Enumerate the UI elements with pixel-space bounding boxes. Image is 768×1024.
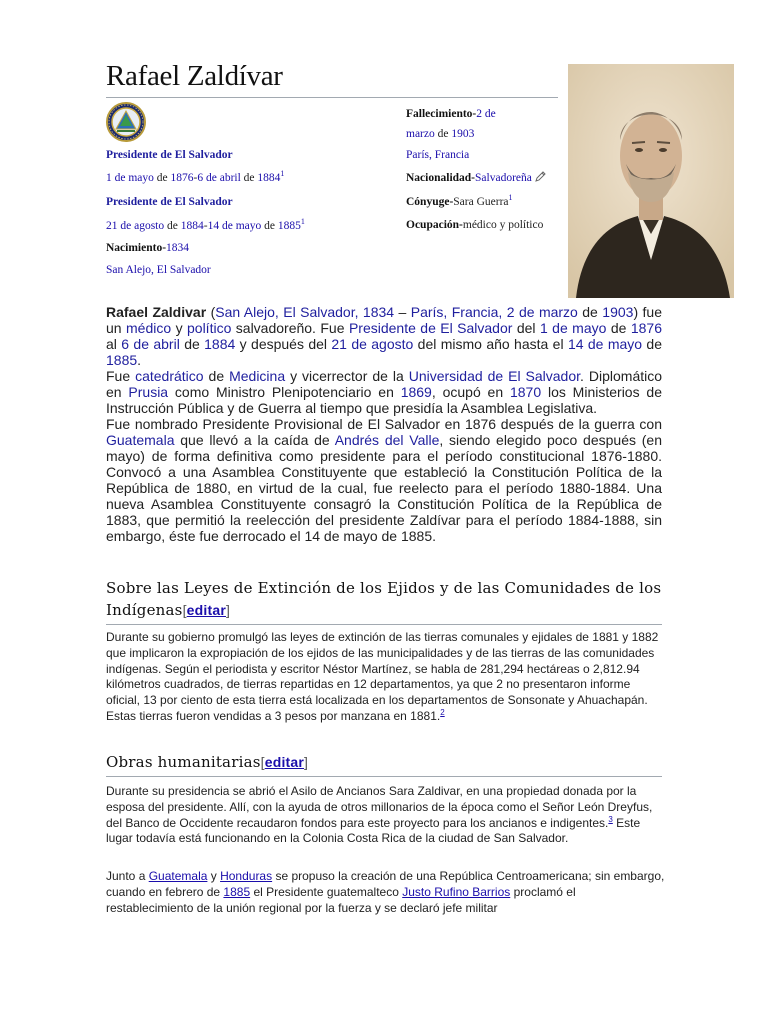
- office1-start-day[interactable]: 1 de mayo: [106, 172, 154, 184]
- office2-start-year[interactable]: 1884: [180, 220, 204, 232]
- link-1876[interactable]: 1876: [630, 320, 663, 336]
- pencil-icon[interactable]: [535, 171, 546, 182]
- office2-de1: de: [167, 220, 178, 232]
- link-universidad[interactable]: Universidad de El Salvador: [408, 368, 581, 384]
- link-medicina[interactable]: Medicina: [229, 368, 286, 384]
- link-1-mayo[interactable]: 1 de mayo: [539, 320, 607, 336]
- spouse-label: Cónyuge-: [406, 196, 454, 208]
- death-de: de: [437, 128, 449, 140]
- link-politico[interactable]: político: [187, 320, 232, 336]
- link-birthplace[interactable]: San Alejo, El Salvador, 1834: [215, 304, 395, 320]
- section2-ref[interactable]: 3: [608, 814, 613, 824]
- title-divider: [106, 97, 558, 98]
- intro-paragraph-1: Rafael Zaldivar (San Alejo, El Salvador, 1834 – París, Francia, 2 de marzo de 1903) fue un médico y político salvadoreño. Fue Presidente de El Salvador del 1 de mayo de 1876 al 6 de abril de 1884 y después del 21 de agosto del mismo año hasta el 14 de mayo de 1885.: [106, 304, 663, 368]
- death-year[interactable]: 1903: [451, 128, 475, 140]
- occupation-row: [406, 218, 543, 232]
- link-1885-b[interactable]: 1885: [223, 884, 251, 899]
- edit-link-section1[interactable]: editar: [186, 602, 226, 618]
- birth-year[interactable]: 1834: [166, 242, 190, 254]
- office2-end-day[interactable]: 14 de mayo: [207, 220, 262, 232]
- intro-text: [106, 304, 662, 544]
- section2-paragraph-1: Durante su presidencia se abrió el Asilo de Ancianos Sara Zaldivar, en una propiedad donada por la esposa del presidente. Allí, con la ayuda de otros millonarios de la época como el Señor León Dreyfus, del Banco de Occidente recaudaron fondos para este proyecto para los ancianos e indigentes.$^3$ Este lugar todavía está funcionando en la Colonia Costa Rica de la ciudad de San Salvador.: [106, 784, 653, 846]
- link-6-abril[interactable]: 6 de abril: [121, 336, 180, 352]
- death-date-part2[interactable]: marzo: [406, 128, 435, 140]
- link-medico[interactable]: médico: [126, 320, 172, 336]
- office1-sep: -: [193, 172, 198, 184]
- link-1885[interactable]: 1885: [106, 352, 138, 368]
- office1-end-year[interactable]: 1884: [257, 172, 281, 184]
- office2-ref[interactable]: 1: [300, 217, 305, 227]
- office1-end-day[interactable]: 6 de abril: [197, 172, 241, 184]
- office2-title[interactable]: Presidente de El Salvador: [106, 196, 233, 208]
- edit-link-section2[interactable]: editar: [264, 754, 305, 770]
- office2-sep: -: [203, 220, 208, 232]
- section2-divider: [106, 776, 662, 777]
- link-catedratico[interactable]: catedrático: [135, 368, 204, 384]
- link-presidente[interactable]: Presidente de El Salvador: [348, 320, 513, 336]
- link-guatemala[interactable]: Guatemala: [106, 432, 175, 448]
- article-subject-name: Rafael Zaldivar: [106, 304, 207, 320]
- intro-paragraph-2: Fue catedrático de Medicina y vicerrector de la Universidad de El Salvador. Diplomático en Prusia como Ministro Plenipotenciario en 1869, ocupó en 1870 los Ministerios de Instrucción Pública y de Guerra al tiempo que presidía la Asamblea Legislativa.: [106, 368, 663, 416]
- office2-de2: de: [264, 220, 275, 232]
- link-justo-rufino-barrios[interactable]: Justo Rufino Barrios: [402, 884, 511, 899]
- section-heading-ejidos: Sobre las Leyes de Extinción de los Ejidos y de las Comunidades de los Indígenas[editar]: [106, 579, 662, 619]
- link-1870[interactable]: 1870: [509, 384, 542, 400]
- section1-divider: [106, 624, 662, 625]
- section1-ref[interactable]: 2: [440, 707, 445, 717]
- office2-dates: [106, 219, 305, 233]
- section-heading-obras: Obras humanitarias[editar]: [106, 753, 309, 771]
- death-label: Fallecimiento-: [406, 108, 477, 120]
- office2-end-year[interactable]: 1885: [277, 220, 301, 232]
- link-1869[interactable]: 1869: [400, 384, 432, 400]
- death-place[interactable]: París, Francia: [406, 149, 470, 161]
- section1-heading-text: Sobre las Leyes de Extinción de los Ejidos y de las Comunidades de los Indígenas: [106, 579, 662, 619]
- nationality-row: [406, 171, 546, 185]
- nationality-label: Nacionalidad-: [406, 172, 476, 184]
- link-deathplace[interactable]: París, Francia, 2 de marzo: [410, 304, 578, 320]
- office1-ref[interactable]: 1: [280, 169, 285, 179]
- section2-heading-text: Obras humanitarias: [106, 753, 261, 771]
- link-prusia[interactable]: Prusia: [128, 384, 169, 400]
- office1-start-year[interactable]: 1876: [170, 172, 194, 184]
- page-title: Rafael Zaldívar: [106, 60, 283, 92]
- link-14-mayo[interactable]: 14 de mayo: [567, 336, 643, 352]
- portrait-photo: [568, 64, 734, 298]
- death-row2: [406, 127, 474, 141]
- office1-title[interactable]: Presidente de El Salvador: [106, 149, 233, 161]
- link-guatemala-2[interactable]: Guatemala: [148, 869, 208, 883]
- intro-paragraph-3: Fue nombrado Presidente Provisional de El Salvador en 1876 después de la guerra con Guatemala que llevó a la caída de Andrés del Valle, siendo elegido poco después (en mayo) de forma definitiva como presidente para el período constitucional 1876-1880. Convocó a una Asamblea Constituyente que estableció la Constitución Política de la República de 1880, en virtud de la cual, fue reelecto para el período 1880-1884. Una nueva Asamblea Constituyente consagró la Constitución Política de la República de 1883, que permitió la reelección del presidente Zaldívar para el período 1884-1888, sin embargo, éste fue derrocado el 14 de mayo de 1885.: [106, 416, 662, 544]
- office2-start-day[interactable]: 21 de agosto: [106, 220, 165, 232]
- nationality-value[interactable]: Salvadoreña: [475, 172, 532, 184]
- link-1903[interactable]: 1903: [602, 304, 634, 320]
- birth-row: [106, 241, 189, 255]
- link-21-agosto[interactable]: 21 de agosto: [331, 336, 414, 352]
- death-date-part1[interactable]: 2 de: [476, 108, 496, 120]
- coat-of-arms-seal: [106, 102, 146, 142]
- section2-paragraph-2: Junto a Guatemala y Honduras se propuso la creación de una República Centroamericana; sin embargo, cuando en febrero de 1885 el Presidente guatemalteco Justo Rufino Barrios proclamó el restablecimiento de la unión regional por la fuerza y se declaró jefe militar: [106, 869, 665, 915]
- section1-paragraph: Durante su gobierno promulgó las leyes de extinción de las tierras comunales y ejidales de 1881 y 1882 que implicaron la expropiación de los ejidos de las municipalidades y de las tierras de las comunidades indígenas. Según el periodista y escritor Néstor Martínez, se habla de 281,294 hectáreas o 2,812.94 kilómetros cuadrados, de tierras repartidas en 12 departamentos, ya que 2 no presentaron informe oficial, 13 por ciento de esta tierra está localizada en los departamentos de Sonsonate y Ahuachapán. Estas tierras fueron vendidas a 3 pesos por manzana en 1881.$^2$: [106, 630, 659, 723]
- birth-label: Nacimiento-: [106, 242, 167, 254]
- link-andres-del-valle[interactable]: Andrés del Valle: [334, 432, 440, 448]
- birth-place[interactable]: San Alejo, El Salvador: [106, 264, 211, 276]
- office1-de: de: [243, 172, 255, 184]
- death-row: [406, 107, 496, 121]
- link-honduras[interactable]: Honduras: [220, 869, 273, 883]
- spouse-row: [406, 195, 513, 209]
- spouse-ref[interactable]: 1: [508, 193, 513, 203]
- spouse-value: Sara Guerra: [453, 196, 509, 208]
- occupation-value: médico y político: [462, 219, 544, 231]
- office1-dates: 1 de mayo de 1876-6 de abril de 1884$^1$: [106, 169, 285, 184]
- link-1884[interactable]: 1884: [204, 336, 236, 352]
- occupation-label: Ocupación-: [406, 219, 463, 231]
